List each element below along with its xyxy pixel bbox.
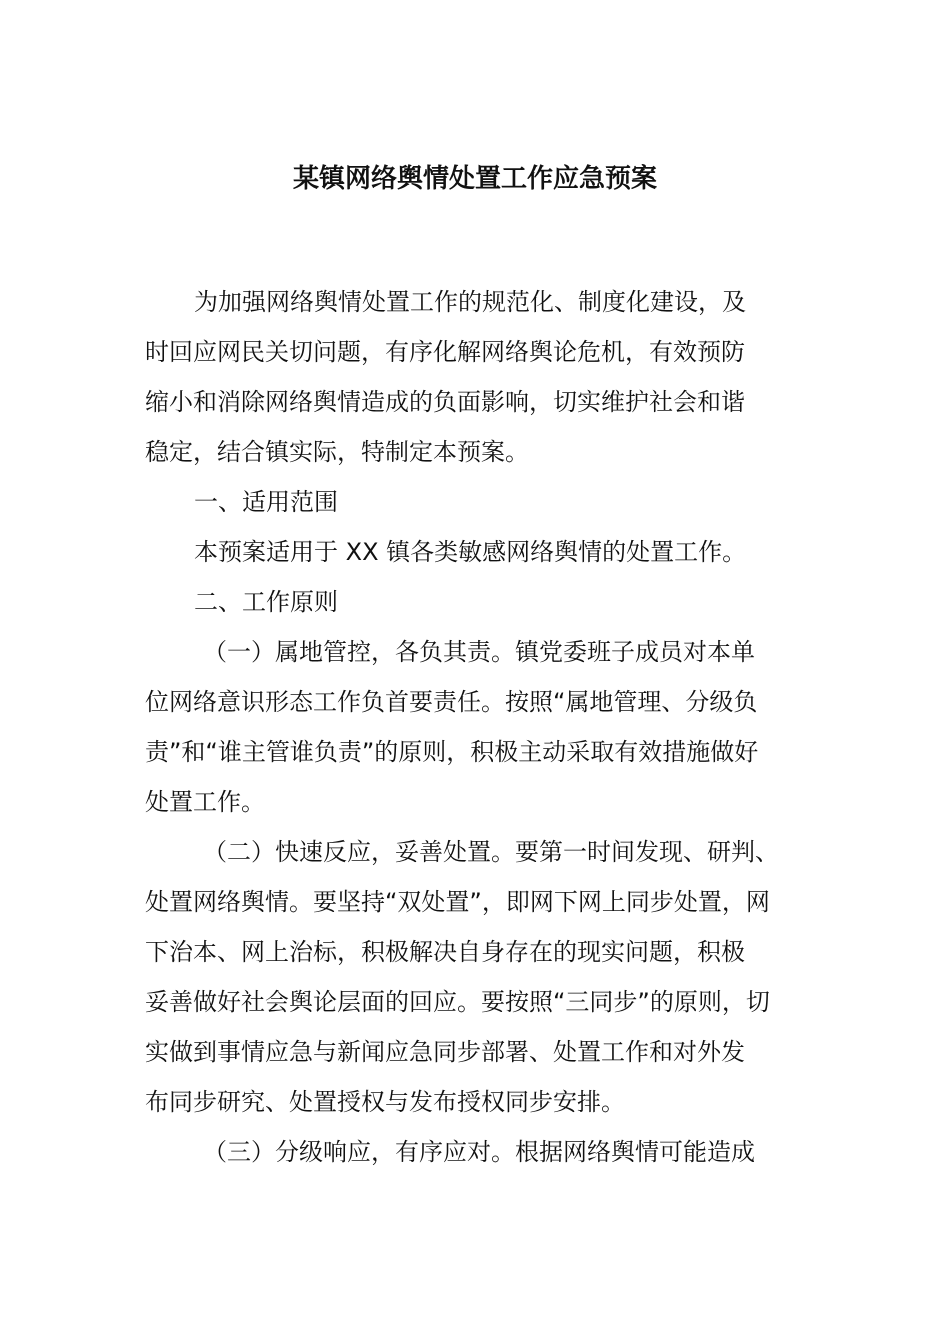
section-heading-principles: 二、工作原则: [194, 588, 338, 616]
paragraph-line: 本预案适用于 XX 镇各类敏感网络舆情的处置工作。: [194, 538, 747, 566]
section-heading-scope: 一、适用范围: [194, 488, 338, 516]
document-body: [145, 277, 810, 1177]
paragraph-line: 下治本、网上治标，积极解决自身存在的现实问题，积极: [145, 938, 745, 966]
paragraph-line: 处置工作。: [145, 788, 265, 816]
paragraph-line: 为加强网络舆情处置工作的规范化、制度化建设，及: [194, 288, 746, 316]
paragraph-line: 妥善做好社会舆论层面的回应。要按照“三同步”的原则，切: [145, 988, 770, 1016]
subsection-line: （一）属地管控，各负其责。镇党委班子成员对本单: [203, 638, 755, 666]
paragraph-line: 处置网络舆情。要坚持“双处置”，即网下网上同步处置，网: [145, 888, 770, 916]
paragraph-line: 实做到事情应急与新闻应急同步部署、处置工作和对外发: [145, 1038, 745, 1066]
paragraph-line: 布同步研究、处置授权与发布授权同步安排。: [145, 1088, 625, 1116]
subsection-line: （二）快速反应，妥善处置。要第一时间发现、研判、: [203, 838, 779, 866]
document-title: 某镇网络舆情处置工作应急预案: [292, 164, 657, 194]
paragraph-line: 缩小和消除网络舆情造成的负面影响，切实维护社会和谐: [145, 388, 745, 416]
paragraph-line: 稳定，结合镇实际，特制定本预案。: [145, 438, 529, 466]
paragraph-line: 责”和“谁主管谁负责”的原则，积极主动采取有效措施做好: [145, 738, 759, 766]
paragraph-line: 位网络意识形态工作负首要责任。按照“属地管理、分级负: [145, 688, 758, 716]
subsection-line: （三）分级响应，有序应对。根据网络舆情可能造成: [203, 1138, 755, 1166]
paragraph-line: 时回应网民关切问题，有序化解网络舆论危机，有效预防: [145, 338, 745, 366]
